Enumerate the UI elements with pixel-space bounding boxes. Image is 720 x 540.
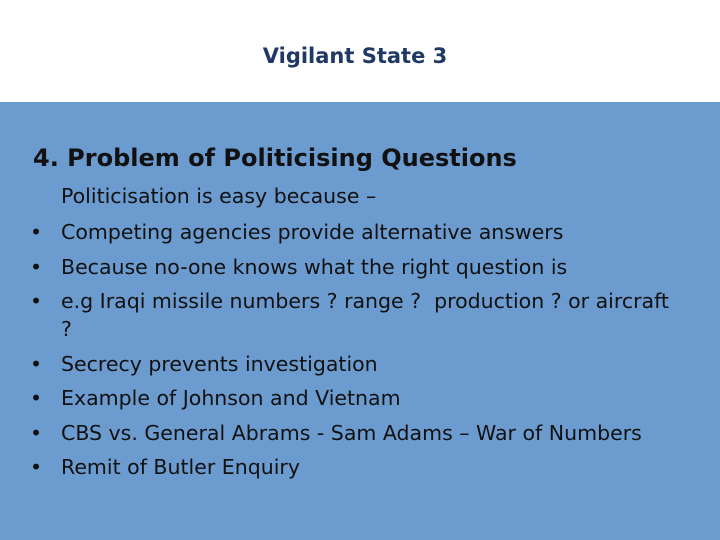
- list-item: [0, 350, 671, 378]
- bullet-icon: •: [30, 289, 43, 313]
- list-item-text: Remit of Butler Enquiry: [61, 455, 300, 479]
- list-item-text: Secrecy prevents investigation: [61, 351, 378, 376]
- section-heading: 4. Problem of Politicising Questions: [33, 144, 517, 172]
- bullet-icon: •: [30, 386, 43, 410]
- title-bar: [0, 0, 720, 102]
- list-item-text: Competing agencies provide alternative answers: [61, 220, 564, 244]
- list-item-text: e.g Iraqi missile numbers ? range ? production ? or aircraft ?: [61, 289, 676, 341]
- list-item-text: CBS vs. General Abrams - Sam Adams – War of Numbers: [61, 420, 642, 445]
- bullet-icon: •: [30, 420, 43, 445]
- list-item-text: Example of Johnson and Vietnam: [61, 386, 401, 410]
- slide-title: Vigilant State 3: [262, 44, 448, 68]
- bullet-icon: •: [30, 220, 43, 244]
- list-item: [0, 287, 676, 343]
- list-item: [0, 253, 671, 281]
- list-item: [0, 453, 671, 481]
- list-item: [0, 218, 671, 246]
- bullet-list: [0, 218, 676, 488]
- list-item-text: Because no-one knows what the right question is: [61, 254, 568, 279]
- content-panel: [0, 102, 720, 540]
- list-item: [0, 384, 671, 412]
- bullet-icon: •: [30, 455, 43, 479]
- intro-text: Politicisation is easy because –: [61, 184, 377, 208]
- bullet-icon: •: [30, 254, 43, 279]
- bullet-icon: •: [30, 351, 43, 376]
- list-item: [0, 419, 671, 447]
